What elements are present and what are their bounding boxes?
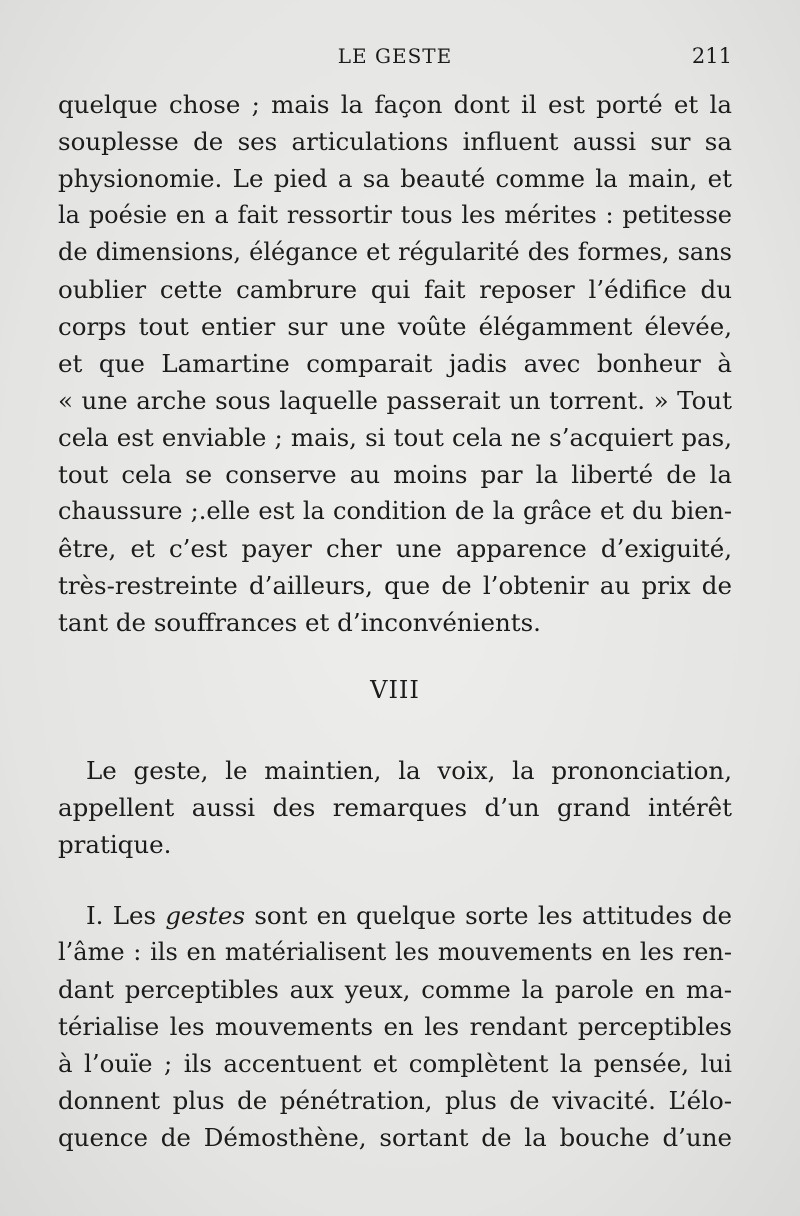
text-line: très-restreinte d’ailleurs, que de l’obtenir au prix de: [58, 571, 732, 600]
page-header: [58, 44, 732, 78]
text-line: pratique.: [58, 830, 172, 859]
text-line: souplesse de ses articulations influent aussi sur sa: [58, 127, 732, 156]
page-number: 211: [691, 44, 732, 68]
text-line: l’âme : ils en matérialisent les mouvements en les ren-: [58, 938, 732, 966]
text-line: oublier cette cambrure qui fait reposer l’édifice du: [58, 275, 732, 304]
text-line: physionomie. Le pied a sa beauté comme la main, et: [58, 164, 732, 193]
text-line: cela est enviable ; mais, si tout cela ne s’acquiert pas,: [58, 423, 732, 452]
text-line: quelque chose ; mais la façon dont il est porté et la: [58, 90, 732, 119]
text-line: corps tout entier sur une voûte élégamment élevée,: [58, 312, 732, 341]
text-line: appellent aussi des remarques d’un grand intérêt: [58, 793, 732, 822]
text-line: donnent plus de pénétration, plus de vivacité. L’élo-: [58, 1086, 732, 1115]
section-heading: VIII: [370, 676, 420, 704]
text-line: tant de souffrances et d’inconvénients.: [58, 608, 541, 637]
paragraph-3: [58, 897, 732, 1156]
text-line: quence de Démosthène, sortant de la bouche d’une: [58, 1123, 732, 1152]
text-line: tout cela se conserve au moins par la liberté de la: [58, 460, 732, 489]
running-title: LE GESTE: [337, 44, 453, 68]
text-line: térialise les mouvements en les rendant perceptibles: [58, 1012, 732, 1041]
text-line: [58, 897, 732, 934]
text-run: I. Les: [86, 901, 166, 930]
text-line: « une arche sous laquelle passerait un torrent. » Tout: [58, 386, 732, 415]
text-line: chaussure ;.elle est la condition de la grâce et du bien-: [58, 497, 732, 525]
text-line: à l’ouïe ; ils accentuent et complètent la pensée, lui: [58, 1049, 732, 1078]
text-line: de dimensions, élégance et régularité des formes, sans: [58, 238, 732, 266]
text-run: sont en quelque sorte les attitudes de: [245, 901, 732, 930]
paragraph-2: [58, 752, 732, 863]
text-line: la poésie en a fait ressortir tous les mérites : petitesse: [58, 201, 732, 229]
text-line: Le geste, le maintien, la voix, la prononciation,: [86, 756, 732, 785]
text-line: et que Lamartine comparait jadis avec bonheur à: [58, 349, 732, 378]
text-line: dant perceptibles aux yeux, comme la parole en ma-: [58, 975, 732, 1004]
paragraph-1: [58, 86, 732, 641]
italic-term: gestes: [165, 901, 246, 930]
text-line: être, et c’est payer cher une apparence d’exiguité,: [58, 534, 732, 563]
